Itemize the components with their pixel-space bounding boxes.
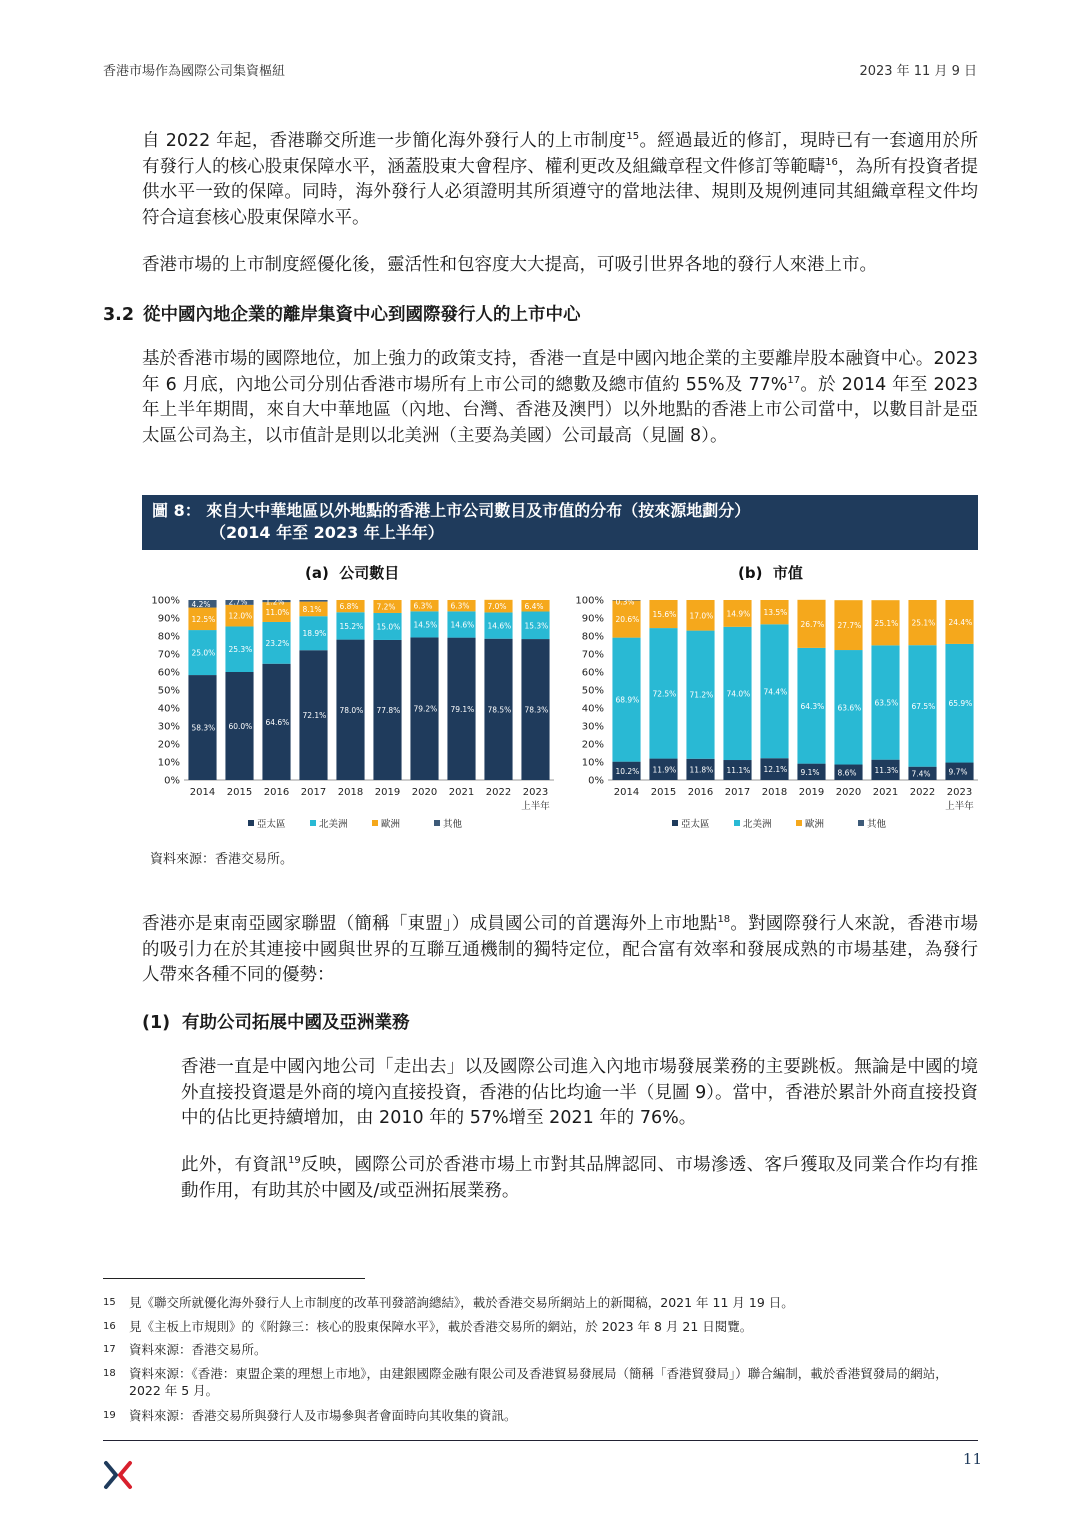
chart-a-data-label: 60.0%	[228, 722, 253, 731]
chart-b-data-label: 11.1%	[726, 766, 751, 776]
y-tick-label: 70%	[157, 649, 180, 661]
section-title: 從中國內地企業的離岸集資中心到國際發行人的上市中心	[143, 305, 581, 325]
x-tick-label: 2021	[872, 787, 899, 798]
paragraph-6-text-b: 反映，國際公司於香港市場上市對其品牌認同、市場滲透、客戶獲取及同業合作均有推動作用，有助其於中國及/或亞洲拓展業務。	[181, 1155, 979, 1201]
page-number: 11	[962, 1450, 982, 1468]
subsection-heading	[142, 1009, 410, 1034]
footnote-text: 資料來源：香港交易所。	[129, 1342, 267, 1357]
y-tick-label: 80%	[157, 631, 180, 643]
x-tick-label: 2020	[411, 787, 438, 798]
footnote-17	[103, 1341, 978, 1358]
chart-b-data-label: 13.5%	[763, 608, 788, 618]
x-tick-label: 2017	[724, 787, 751, 798]
x-tick-label: 2020	[835, 787, 862, 798]
paragraph-6-text-a: 此外，有資訊	[181, 1155, 288, 1175]
footnote-number: 15	[103, 1297, 116, 1308]
x-tick-label: 2017	[300, 787, 327, 798]
figure-title-bar	[142, 495, 978, 550]
footnote-15	[103, 1294, 978, 1311]
x-tick-label: 2016	[687, 787, 714, 798]
paragraph-2: 香港市場的上市制度經優化後，靈活性和包容度大大提高，可吸引世界各地的發行人來港上市。	[142, 255, 877, 275]
x-tick-label: 2023	[946, 787, 973, 798]
paragraph-5: 香港一直是中國內地公司「走出去」以及國際公司進入內地市場發展業務的主要跳板。無論是中國的境外直接投資還是外商的境內直接投資，香港的佔比均逾一半（見圖 9）。當中，香港於累計外商直接投資中的佔比更持續增加，由 2010 年的 57%增至 2021 年的 76%。	[181, 1057, 978, 1128]
chart-a-data-label: 12.0%	[228, 611, 253, 621]
chart-b-data-label: 74.0%	[726, 689, 751, 699]
y-tick-label: 100%	[575, 595, 604, 607]
paragraph-1-text-b: 。經過最近的修訂，現時已有一套適用於所有發行人的核心股東保障水平，涵蓋股東大會程序、權利更改及組織章程文件修訂等範疇	[142, 131, 978, 177]
footnote-divider	[103, 1278, 365, 1279]
footnote-ref-18[interactable]: 18	[717, 914, 731, 926]
chart-b-data-label: 11.9%	[652, 765, 677, 775]
footnote-19	[103, 1407, 978, 1424]
chart-a-data-label: 8.1%	[302, 604, 322, 614]
legend-swatch	[672, 820, 678, 826]
chart-a-data-label: 12.5%	[191, 614, 216, 624]
paragraph-1-text-c: ，為所有投資者提供水平一致的保障。同時，海外發行人必須證明其所須遵守的當地法律、規則及規例連同其組織章程文件均符合這套核心股東保障水平。	[142, 156, 979, 228]
chart-a-data-label: 7.2%	[376, 602, 396, 612]
chart-b-data-label: 68.9%	[615, 695, 640, 705]
legend-swatch	[248, 820, 254, 826]
hkex-logo-icon	[103, 1460, 133, 1490]
chart-a-data-label: 78.5%	[487, 705, 512, 715]
chart-b-data-label: 8.6%	[837, 768, 857, 778]
chart-b-data-label: 63.5%	[874, 698, 899, 708]
chart-b-data-label: 0.3%	[615, 597, 635, 607]
chart-a-data-label: 14.5%	[413, 620, 438, 630]
chart-a-data-label: 25.0%	[191, 648, 216, 658]
chart-a-company-count	[142, 588, 562, 838]
chart-a-data-label: 64.6%	[265, 717, 290, 727]
chart-b-market-cap	[566, 588, 986, 838]
chart-b-data-label: 12.1%	[763, 765, 788, 775]
y-tick-label: 0%	[588, 775, 604, 787]
footnote-16	[103, 1318, 978, 1335]
figure-title-line-2: （2014 年至 2023 年上半年）	[210, 523, 444, 542]
chart-b-data-label: 11.3%	[874, 765, 899, 775]
x-tick-label: 2018	[761, 787, 788, 798]
chart-a-data-label: 11.0%	[265, 608, 290, 618]
chart-a-data-label: 78.0%	[339, 705, 364, 715]
chart-b-title	[738, 562, 803, 583]
paragraph-4-text-a: 香港亦是東南亞國家聯盟（簡稱「東盟」）成員國公司的首選海外上市地點	[142, 914, 718, 934]
chart-a-data-label: 14.6%	[450, 620, 475, 630]
paragraph-1	[142, 129, 978, 231]
section-heading	[103, 301, 581, 326]
chart-a-data-label: 77.8%	[376, 705, 401, 715]
paragraph-4	[142, 912, 978, 989]
footnote-text: 見《主板上市規則》的《附錄三：核心的股東保障水平》，載於香港交易所的網站，於 2023 年 8 月 21 日閱覽。	[129, 1319, 753, 1334]
y-tick-label: 40%	[157, 703, 180, 715]
x-tick-label: 2015	[226, 787, 253, 798]
legend-swatch	[796, 820, 802, 826]
footer-divider	[103, 1440, 978, 1441]
chart-b-data-label: 26.7%	[800, 619, 825, 629]
x-tick-label: 2016	[263, 787, 290, 798]
paragraph-3-text-a: 基於香港市場的國際地位，加上強力的政策支持，香港一直是中國內地企業的主要離岸股本融資中心。2023 年 6 月底，內地公司分別佔香港市場所有上市公司的總數及總市值約 55%及 77%	[142, 349, 978, 395]
legend-label: 歐洲	[381, 819, 401, 830]
chart-a-data-label: 1.2%	[265, 597, 285, 607]
legend-swatch	[734, 820, 740, 826]
paragraph-6	[181, 1153, 978, 1204]
y-tick-label: 50%	[581, 685, 604, 697]
chart-b-data-label: 27.7%	[837, 621, 862, 631]
chart-b-data-label: 20.6%	[615, 615, 640, 625]
legend-label: 北美洲	[319, 819, 348, 830]
y-tick-label: 20%	[581, 739, 604, 751]
chart-a-data-label: 79.1%	[450, 704, 475, 714]
subsection-title: 有助公司拓展中國及亞洲業務	[182, 1013, 410, 1033]
chart-a-data-label: 15.3%	[524, 621, 549, 631]
section-number: 3.2	[103, 305, 135, 325]
chart-b-data-label: 63.6%	[837, 703, 862, 713]
footnote-18	[103, 1365, 978, 1399]
chart-b-panel-label: (b)	[738, 564, 763, 582]
chart-a-data-label: 6.3%	[450, 601, 470, 611]
y-tick-label: 60%	[157, 667, 180, 679]
legend-label: 歐洲	[805, 819, 825, 830]
x-tick-label: 2022	[485, 787, 512, 798]
y-tick-label: 30%	[581, 721, 604, 733]
chart-b-data-label: 67.5%	[911, 701, 936, 711]
chart-a-data-label: 4.2%	[191, 599, 211, 609]
y-tick-label: 50%	[157, 685, 180, 697]
chart-a-data-label: 18.9%	[302, 629, 327, 639]
chart-a-data-label: 79.2%	[413, 704, 438, 714]
legend-swatch	[372, 820, 378, 826]
y-tick-label: 90%	[581, 613, 604, 625]
x-tick-label: 2014	[189, 787, 216, 798]
chart-a-data-label: 78.3%	[524, 705, 549, 715]
y-tick-label: 60%	[581, 667, 604, 679]
chart-b-data-label: 64.3%	[800, 701, 825, 711]
y-tick-label: 70%	[581, 649, 604, 661]
footnote-number: 16	[103, 1321, 116, 1332]
chart-b-data-label: 25.1%	[911, 618, 936, 628]
legend-label: 亞太區	[681, 819, 710, 830]
footnote-ref-19[interactable]: 19	[287, 1155, 301, 1167]
chart-b-data-label: 7.4%	[911, 769, 931, 779]
y-tick-label: 30%	[157, 721, 180, 733]
chart-a-data-label: 15.0%	[376, 622, 401, 632]
figure-source: 資料來源：香港交易所。	[150, 852, 294, 867]
x-tick-label: 2023	[522, 787, 549, 798]
chart-a-data-label: 2.7%	[228, 597, 248, 607]
x-tick-sublabel: 上半年	[945, 801, 974, 812]
chart-b-data-label: 11.8%	[689, 765, 714, 775]
y-tick-label: 10%	[581, 757, 604, 769]
paragraph-4-text-b: 。對國際發行人來說，香港市場的吸引力在於其連接中國與世界的互聯互通機制的獨特定位，配合富有效率和發展成熟的市場基建，為發行人帶來各種不同的優勢：	[142, 914, 979, 985]
chart-b-data-label: 71.2%	[689, 690, 714, 700]
chart-b-data-label: 9.1%	[800, 767, 820, 777]
legend-label: 其他	[443, 819, 463, 830]
subsection-number: (1)	[142, 1013, 171, 1033]
chart-b-data-label: 17.0%	[689, 611, 714, 621]
chart-a-title	[305, 562, 399, 583]
chart-a-title-text: 公司數目	[339, 564, 400, 582]
chart-a-data-label: 7.0%	[487, 602, 507, 612]
chart-b-data-label: 14.9%	[726, 609, 751, 619]
y-tick-label: 100%	[151, 595, 180, 607]
chart-b-data-label: 65.9%	[948, 699, 973, 709]
x-tick-label: 2021	[448, 787, 475, 798]
chart-a-data-label: 72.1%	[302, 711, 327, 721]
footnote-text: 見《聯交所就優化海外發行人上市制度的改革刊發諮詢總結》，載於香港交易所網站上的新聞稿，2021 年 11 月 19 日。	[129, 1295, 794, 1310]
chart-a-panel-label: (a)	[305, 564, 329, 582]
y-tick-label: 10%	[157, 757, 180, 769]
footnote-text: 資料來源：香港交易所與發行人及市場參與者會面時向其收集的資訊。	[129, 1408, 517, 1423]
footnote-number: 18	[103, 1368, 116, 1379]
x-tick-label: 2014	[613, 787, 640, 798]
chart-a-data-label: 58.3%	[191, 723, 216, 733]
footnote-text: 資料來源：《香港：東盟企業的理想上市地》，由建銀國際金融有限公司及香港貿易發展局（簡稱「香港貿發局」）聯合編制，載於香港貿發局的網站，2022 年 5 月。	[129, 1366, 948, 1398]
footnote-number: 17	[103, 1344, 116, 1355]
header-title: 香港市場作為國際公司集資樞紐	[103, 64, 286, 79]
legend-swatch	[858, 820, 864, 826]
legend-label: 北美洲	[743, 819, 772, 830]
legend-swatch	[310, 820, 316, 826]
chart-a-data-label: 6.3%	[413, 601, 433, 611]
chart-b-data-label: 24.4%	[948, 617, 973, 627]
y-tick-label: 90%	[157, 613, 180, 625]
chart-a-data-label: 14.6%	[487, 621, 512, 631]
chart-b-data-label: 15.6%	[652, 610, 677, 620]
footnote-ref-17[interactable]: 17	[787, 374, 801, 386]
y-tick-label: 20%	[157, 739, 180, 751]
chart-b-data-label: 72.5%	[652, 689, 677, 699]
x-tick-label: 2019	[374, 787, 401, 798]
paragraph-3-text-b: 。於 2014 年至 2023 年上半年期間，來自大中華地區（內地、台灣、香港及澳門）以外地點的香港上市公司當中，以數目計是亞太區公司為主，以市值計是則以北美洲（主要為美國）公司最高（見圖 8）。	[142, 374, 978, 446]
paragraph-3	[142, 347, 978, 449]
footnote-ref-15[interactable]: 15	[626, 131, 640, 143]
header-date: 2023 年 11 月 9 日	[859, 64, 977, 79]
paragraph-1-text-a: 自 2022 年起，香港聯交所進一步簡化海外發行人的上市制度	[142, 131, 627, 151]
figure-title-line-1: 圖 8： 來自大中華地區以外地點的香港上市公司數目及市值的分布（按來源地劃分）	[152, 501, 751, 520]
chart-a-bar-segment	[299, 600, 327, 602]
footnote-ref-16[interactable]: 16	[825, 156, 838, 168]
chart-a-data-label: 25.3%	[228, 645, 253, 655]
chart-a-data-label: 6.8%	[339, 602, 359, 612]
x-tick-sublabel: 上半年	[521, 801, 550, 812]
chart-b-data-label: 74.4%	[763, 687, 788, 697]
y-tick-label: 80%	[581, 631, 604, 643]
chart-a-data-label: 15.2%	[339, 621, 364, 631]
y-tick-label: 0%	[164, 775, 180, 787]
legend-label: 其他	[867, 819, 887, 830]
chart-a-data-label: 23.2%	[265, 638, 290, 648]
chart-b-title-text: 市值	[772, 564, 803, 582]
chart-b-data-label: 25.1%	[874, 618, 899, 628]
chart-a-data-label: 6.4%	[524, 601, 544, 611]
x-tick-label: 2015	[650, 787, 677, 798]
x-tick-label: 2022	[909, 787, 936, 798]
x-tick-label: 2018	[337, 787, 364, 798]
x-tick-label: 2019	[798, 787, 825, 798]
chart-b-data-label: 9.7%	[948, 767, 968, 777]
legend-label: 亞太區	[257, 819, 286, 830]
footnote-number: 19	[103, 1410, 116, 1421]
legend-swatch	[434, 820, 440, 826]
y-tick-label: 40%	[581, 703, 604, 715]
chart-b-data-label: 10.2%	[615, 766, 640, 776]
